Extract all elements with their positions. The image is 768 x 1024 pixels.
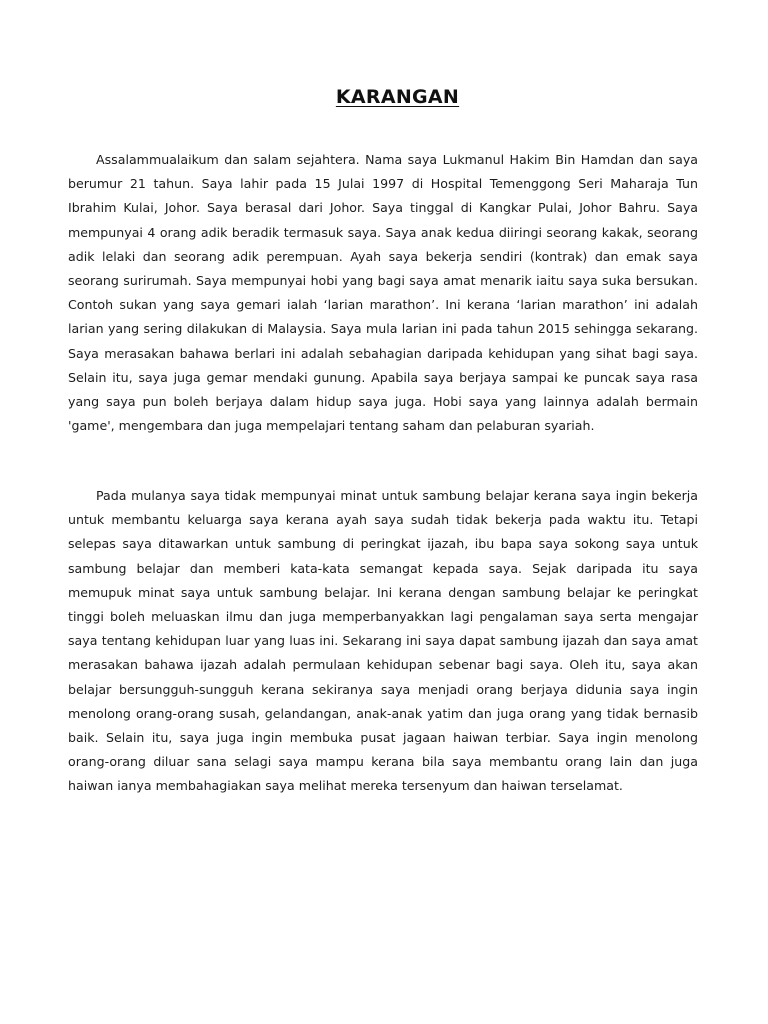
paragraph-introduction: Assalammualaikum dan salam sejahtera. Nama saya Lukmanul Hakim Bin Hamdan dan saya berumur 21 tahun. Saya lahir pada 15 Julai 1997 di Hospital Temenggong Seri Maharaja Tun Ibrahim Kulai, Johor. Saya berasal dari Johor. Saya tinggal di Kangkar Pulai, Johor Bahru. Saya mempunyai 4 orang adik beradik termasuk saya. Saya anak kedua diiringi seorang kakak, seorang adik lelaki dan seorang adik perempuan. Ayah saya bekerja sendiri (kontrak) dan emak saya seorang surirumah. Saya mempunyai hobi yang bagi saya amat menarik iaitu saya suka bersukan. Contoh sukan yang saya gemari ialah ‘larian marathon’. Ini kerana ‘larian marathon’ ini adalah larian yang sering dilakukan di Malaysia. Saya mula larian ini pada tahun 2015 sehingga sekarang. Saya merasakan bahawa berlari ini adalah sebahagian daripada kehidupan yang sihat bagi saya. Selain itu, saya juga gemar mendaki gunung. Apabila saya berjaya sampai ke puncak saya rasa yang saya pun boleh berjaya dalam hidup saya juga. Hobi saya yang lainnya adalah bermain 'game', mengembara dan juga mempelajari tentang saham dan pelaburan syariah. [68,152,698,434]
document-title: KARANGAN [335,86,460,108]
paragraph-education: Pada mulanya saya tidak mempunyai minat untuk sambung belajar kerana saya ingin bekerja untuk membantu keluarga saya kerana ayah saya sudah tidak bekerja pada waktu itu. Tetapi selepas saya ditawarkan untuk sambung di peringkat ijazah, ibu bapa saya sokong saya untuk sambung belajar dan memberi kata-kata semangat kepada saya. Sejak daripada itu saya memupuk minat saya untuk sambung belajar. Ini kerana dengan sambung belajar ke peringkat tinggi boleh meluaskan ilmu dan juga memperbanyakkan lagi pengalaman saya serta mengajar saya tentang kehidupan luar yang luas ini. Sekarang ini saya dapat sambung ijazah dan saya amat merasakan bahawa ijazah adalah permulaan kehidupan sebenar bagi saya. Oleh itu, saya akan belajar bersungguh-sungguh kerana sekiranya saya menjadi orang berjaya didunia saya ingin menolong orang-orang susah, gelandangan, anak-anak yatim dan juga orang yang tidak bernasib baik. Selain itu, saya juga ingin membuka pusat jagaan haiwan terbiar. Saya ingin menolong orang-orang diluar sana selagi saya mampu kerana bila saya membantu orang lain dan juga haiwan ianya membahagiakan saya melihat mereka tersenyum dan haiwan terselamat. [68,488,698,794]
